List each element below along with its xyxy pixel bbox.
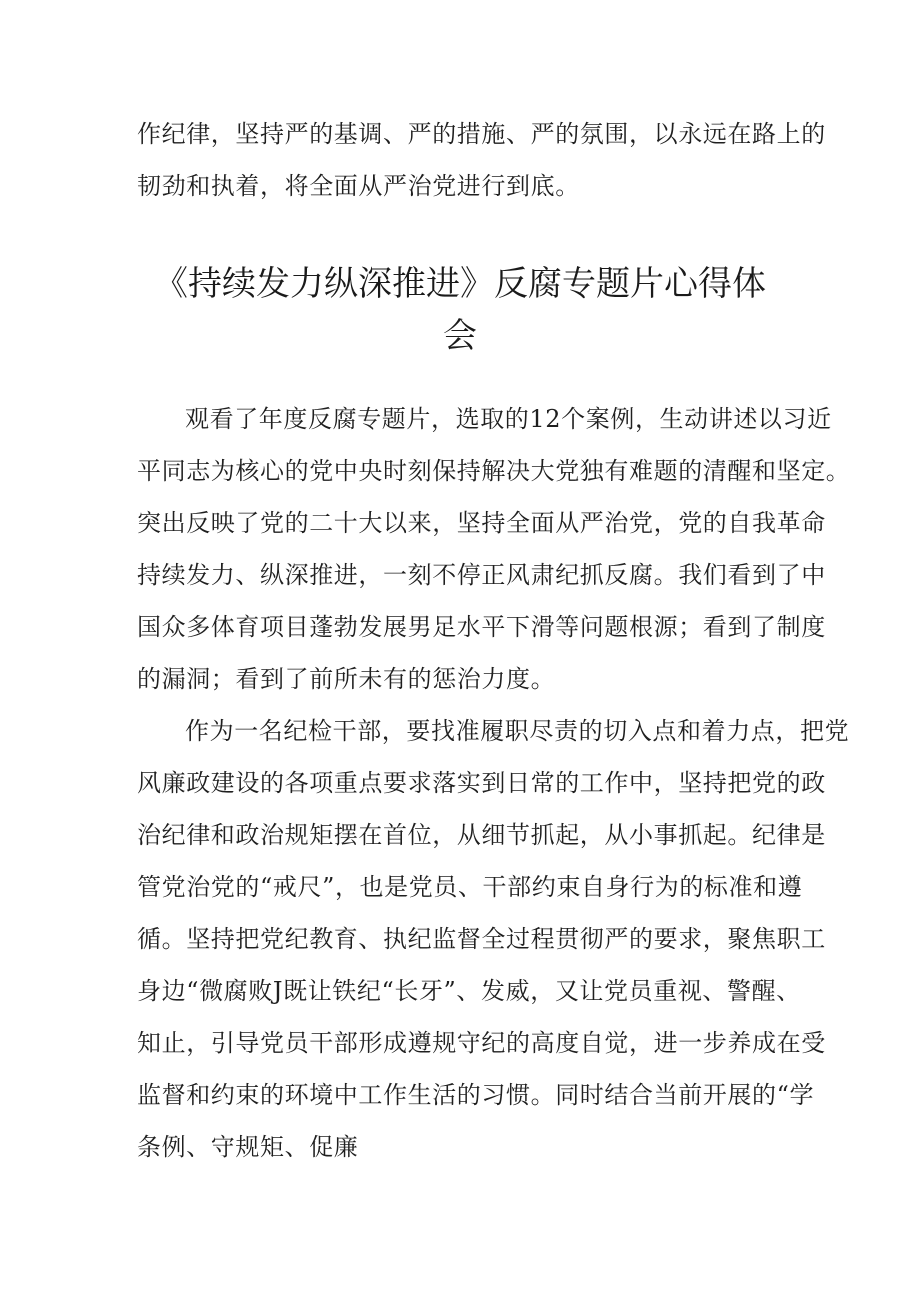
text-line: 国众多体育项目蓬勃发展男足水平下滑等问题根源；看到了制度 xyxy=(137,613,826,641)
text-line: 条例、守规矩、促廉 xyxy=(137,1133,359,1161)
text-line: 循。坚持把党纪教育、执纪监督全过程贯彻严的要求，聚焦职工 xyxy=(137,925,826,953)
text-line: 知止，引导党员干部形成遵规守纪的高度自觉，进一步养成在受 xyxy=(137,1029,826,1057)
text-line: 风廉政建设的各项重点要求落实到日常的工作中，坚持把党的政 xyxy=(137,769,826,797)
text-line: 治纪律和政治规矩摆在首位，从细节抓起，从小事抓起。纪律是 xyxy=(137,821,826,849)
title-line: 《持续发力纵深推进》反腐专题片心得体 xyxy=(154,264,766,304)
document-body xyxy=(137,393,851,1173)
text-line: 身边“微腐败J既让铁纪“长牙”、发威，又让党员重视、警醒、 xyxy=(137,977,801,1005)
text-line: 作为一名纪检干部，要找准履职尽责的切入点和着力点，把党 xyxy=(185,717,850,745)
document-title xyxy=(0,258,920,362)
text-line: 突出反映了党的二十大以来，坚持全面从严治党，党的自我革命 xyxy=(137,509,826,537)
paragraph-2 xyxy=(137,705,850,1173)
text-line: 的漏洞；看到了前所未有的惩治力度。 xyxy=(137,665,556,693)
text-line: 平同志为核心的党中央时刻保持解决大党独有难题的清醒和坚定。 xyxy=(137,457,851,485)
text-line: 监督和约束的环境中工作生活的习惯。同时结合当前开展的“学 xyxy=(137,1081,815,1109)
text-line: 观看了年度反腐专题片，选取的12个案例，生动讲述以习近 xyxy=(185,405,832,433)
top-paragraph xyxy=(137,108,826,212)
text-line: 管党治党的“戒尺”，也是党员、干部约束自身行为的标准和遵 xyxy=(137,873,803,901)
title-line: 会 xyxy=(443,316,477,356)
text-line: 作纪律，坚持严的基调、严的措施、严的氛围，以永远在路上的 xyxy=(137,120,826,148)
text-line: 韧劲和执着，将全面从严治党进行到底。 xyxy=(137,172,580,200)
text-line: 持续发力、纵深推进，一刻不停正风肃纪抓反腐。我们看到了中 xyxy=(137,561,826,589)
paragraph-1 xyxy=(137,393,851,705)
